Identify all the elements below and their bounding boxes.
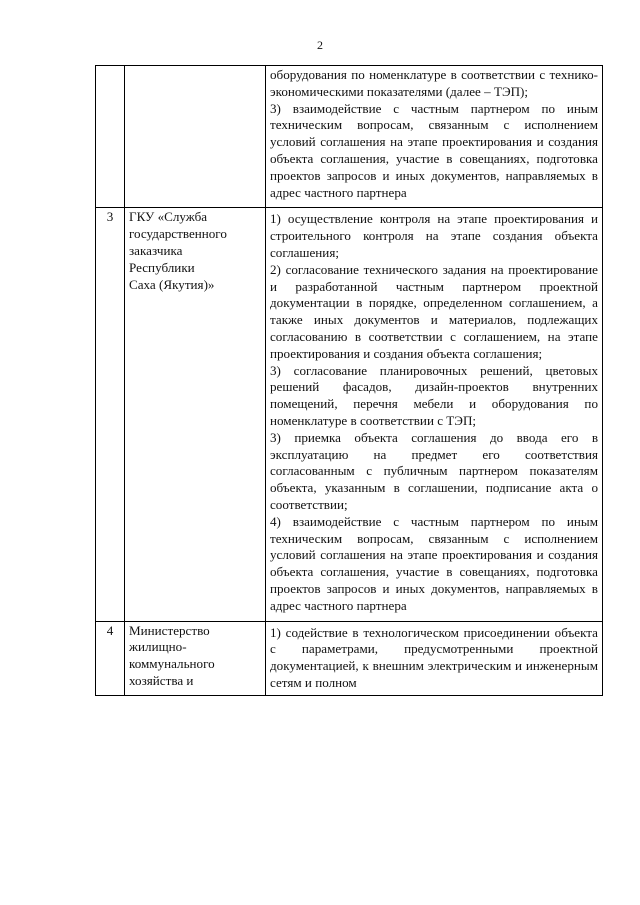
row-number: 4 [96, 621, 125, 695]
duties-cell [266, 208, 603, 621]
duty-item: 3) взаимодействие с частным партнером по иным техническим вопросам, связанным с исполнением условий соглашения на этапе проектирования и создания объекта соглашения, участие в совещаниях, подготовка проектов запросов и иных документов, направляемых в адрес частного партнера [270, 100, 598, 200]
responsibilities-table [95, 65, 603, 696]
duty-item: 3) приемка объекта соглашения до ввода его в эксплуатацию на предмет его соответствия согласованным с публичным партнером показателям объекта, указанным в соглашении, подписание акта о соответствии; [270, 429, 598, 512]
table-row [96, 208, 603, 621]
organization-name-line: Саха (Якутия)» [129, 276, 215, 292]
organization-name-line: Министерство [129, 622, 210, 638]
organization-cell [125, 66, 266, 208]
row-number [96, 66, 125, 208]
duties-cell [266, 66, 603, 208]
organization-name-line: хозяйства и [129, 672, 194, 688]
row-number: 3 [96, 208, 125, 621]
organization-name-line: государственного [129, 226, 227, 242]
organization-name-line: коммунального [129, 656, 215, 672]
duty-item: 1) осуществление контроля на этапе проектирования и строительного контроля на этапе создания объекта соглашения; [270, 211, 598, 260]
duty-item: оборудования по номенклатуре в соответствии с технико-экономическими показателями (далее – ТЭП); [270, 67, 598, 99]
organization-cell [125, 208, 266, 621]
organization-name-line: заказчика [129, 242, 183, 258]
duty-item: 4) взаимодействие с частным партнером по иным техническим вопросам, связанным с исполнением условий соглашения на этапе проектирования и создания объекта соглашения, участие в совещаниях, подготовка проектов запросов и иных документов, направляемых в адрес частного партнера [270, 513, 598, 613]
duties-cell [266, 621, 603, 695]
page-number: 2 [317, 38, 323, 52]
organization-cell [125, 621, 266, 695]
organization-name-line: Республики [129, 259, 195, 275]
duty-item: 1) содействие в технологическом присоединении объекта с параметрами, предусмотренными проектной документацией, к внешним электрическим и инженерным сетям и полном [270, 624, 598, 690]
duty-item: 2) согласование технического задания на проектирование и разработанной частным партнером проектной документации в порядке, определенном соглашением, а также иных документов и материалов, подлежащих согласованию в соответствии с соглашением, на этапе проектирования и создания объекта соглашения; [270, 261, 598, 361]
organization-name-line: жилищно- [129, 639, 187, 655]
table-row [96, 621, 603, 695]
organization-name-line: ГКУ «Служба [129, 209, 208, 225]
table-row [96, 66, 603, 208]
duty-item: 3) согласование планировочных решений, цветовых решений фасадов, дизайн-проектов внутренних помещений, перечня мебели и оборудования по номенклатуре в соответствии с ТЭП; [270, 362, 598, 428]
